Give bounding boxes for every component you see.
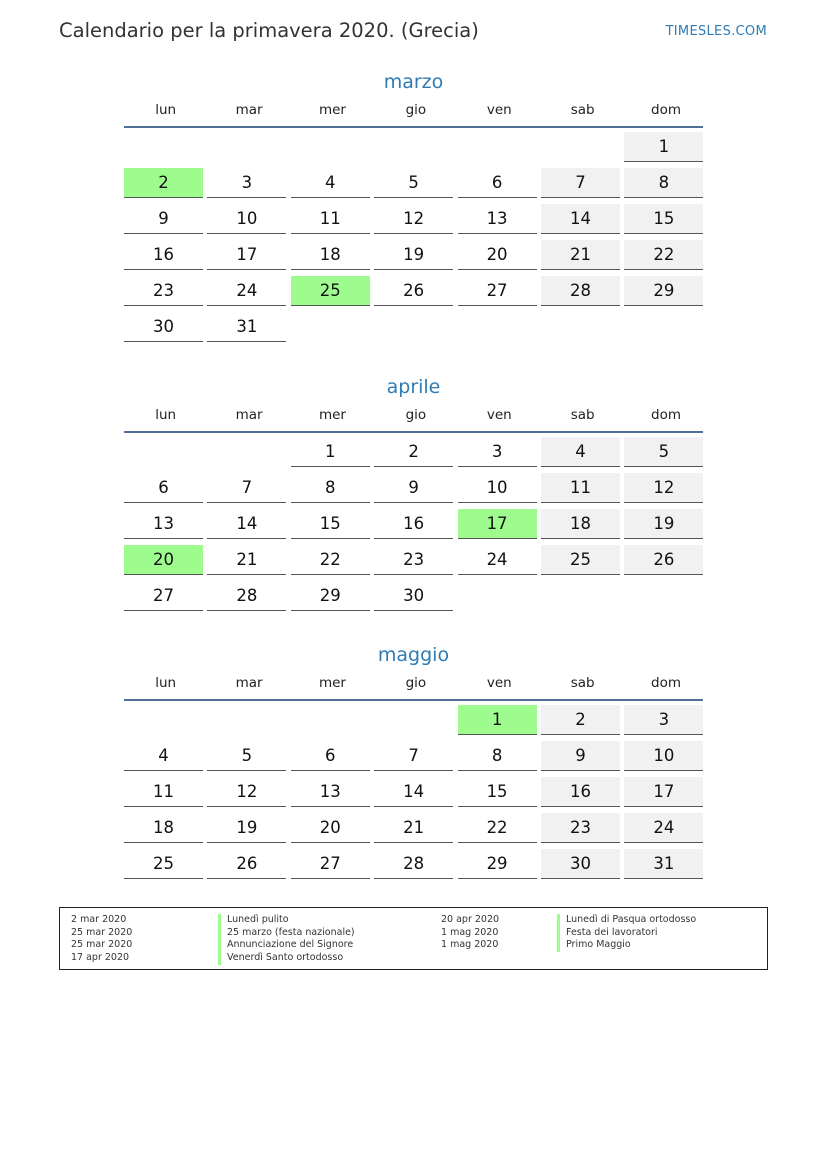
month-marzo	[124, 68, 703, 348]
day-cell: 8	[458, 741, 537, 771]
legend-holiday-name: Festa dei lavoratori	[557, 927, 696, 940]
day-cell: 4	[541, 437, 620, 467]
day-cell: 7	[374, 741, 453, 771]
week-row	[124, 312, 703, 348]
weekday-label: lun	[155, 102, 177, 118]
weekday-header	[124, 671, 703, 695]
day-cell: 5	[624, 437, 703, 467]
header-rule	[124, 126, 703, 128]
day-cell: 14	[541, 204, 620, 234]
day-cell: 7	[207, 473, 286, 503]
weekday-label: dom	[651, 407, 682, 423]
day-cell: 29	[291, 581, 370, 611]
brand-logo[interactable]: TIMESLES.COM	[665, 24, 767, 39]
day-grid	[124, 132, 703, 348]
weekday-label: mer	[318, 407, 346, 423]
weekday-label: lun	[155, 407, 177, 423]
empty-cell	[207, 705, 286, 735]
day-cell: 29	[458, 849, 537, 879]
day-cell: 12	[207, 777, 286, 807]
day-cell: 15	[624, 204, 703, 234]
week-row	[124, 437, 703, 473]
day-cell: 1	[624, 132, 703, 162]
legend-date: 17 apr 2020	[71, 952, 130, 964]
day-cell: 27	[458, 276, 537, 306]
weekday-label: dom	[651, 675, 682, 691]
day-cell: 1	[291, 437, 370, 467]
day-cell: 8	[291, 473, 370, 503]
day-grid	[124, 705, 703, 885]
day-cell: 3	[458, 437, 537, 467]
month-aprile	[124, 373, 703, 617]
day-cell: 20	[291, 813, 370, 843]
legend-names-left	[218, 914, 355, 965]
weekday-label: mer	[318, 675, 346, 691]
month-name: marzo	[383, 71, 444, 93]
day-cell: 12	[624, 473, 703, 503]
day-cell: 18	[291, 240, 370, 270]
empty-cell	[458, 132, 537, 162]
empty-cell	[374, 705, 453, 735]
day-cell: 15	[458, 777, 537, 807]
day-cell: 30	[541, 849, 620, 879]
day-cell: 8	[624, 168, 703, 198]
holiday-day-cell: 20	[124, 545, 203, 575]
weekday-header	[124, 403, 703, 427]
day-cell: 28	[541, 276, 620, 306]
month-name: aprile	[386, 376, 441, 398]
weekday-label: sab	[570, 407, 595, 423]
day-cell: 24	[624, 813, 703, 843]
day-cell: 23	[541, 813, 620, 843]
day-cell: 13	[291, 777, 370, 807]
day-cell: 6	[458, 168, 537, 198]
day-cell: 23	[374, 545, 453, 575]
day-cell: 2	[541, 705, 620, 735]
empty-cell	[374, 132, 453, 162]
weekday-label: lun	[155, 675, 177, 691]
day-cell: 11	[541, 473, 620, 503]
day-cell: 27	[124, 581, 203, 611]
day-cell: 19	[624, 509, 703, 539]
empty-cell	[541, 132, 620, 162]
day-cell: 14	[374, 777, 453, 807]
week-row	[124, 132, 703, 168]
week-row	[124, 581, 703, 617]
day-cell: 29	[624, 276, 703, 306]
day-cell: 18	[541, 509, 620, 539]
legend-dates-left	[71, 914, 132, 965]
day-cell: 18	[124, 813, 203, 843]
header-rule	[124, 431, 703, 433]
holiday-day-cell: 17	[458, 509, 537, 539]
empty-cell	[624, 581, 703, 611]
weekday-label: mar	[235, 407, 263, 423]
weekday-label: ven	[486, 407, 512, 423]
weekday-label: ven	[486, 102, 512, 118]
weekday-label: gio	[405, 407, 427, 423]
day-cell: 4	[124, 741, 203, 771]
month-name: maggio	[377, 644, 450, 666]
day-cell: 10	[458, 473, 537, 503]
holiday-day-cell: 2	[124, 168, 203, 198]
week-row	[124, 509, 703, 545]
day-cell: 11	[291, 204, 370, 234]
day-cell: 3	[624, 705, 703, 735]
day-cell: 13	[458, 204, 537, 234]
day-cell: 12	[374, 204, 453, 234]
day-cell: 14	[207, 509, 286, 539]
holiday-day-cell: 25	[291, 276, 370, 306]
day-cell: 21	[541, 240, 620, 270]
legend-date: 1 mag 2020	[441, 926, 499, 938]
day-cell: 16	[541, 777, 620, 807]
day-cell: 5	[207, 741, 286, 771]
day-cell: 22	[458, 813, 537, 843]
empty-cell	[541, 581, 620, 611]
empty-cell	[124, 132, 203, 162]
empty-cell	[207, 437, 286, 467]
day-cell: 22	[624, 240, 703, 270]
legend-holiday-name: Venerdì Santo ortodosso	[218, 952, 355, 965]
day-cell: 25	[124, 849, 203, 879]
week-row	[124, 777, 703, 813]
day-cell: 13	[124, 509, 203, 539]
empty-cell	[291, 705, 370, 735]
day-cell: 27	[291, 849, 370, 879]
day-cell: 30	[374, 581, 453, 611]
day-cell: 5	[374, 168, 453, 198]
day-cell: 2	[374, 437, 453, 467]
legend-date: 2 mar 2020	[71, 914, 127, 925]
weekday-label: mer	[318, 102, 346, 118]
legend-date: 20 apr 2020	[441, 914, 500, 925]
week-row	[124, 849, 703, 885]
empty-cell	[624, 312, 703, 342]
day-cell: 26	[624, 545, 703, 575]
legend-date: 25 mar 2020	[71, 926, 133, 938]
day-cell: 9	[124, 204, 203, 234]
week-row	[124, 276, 703, 312]
empty-cell	[124, 437, 203, 467]
day-cell: 31	[207, 312, 286, 342]
day-cell: 24	[458, 545, 537, 575]
day-cell: 28	[207, 581, 286, 611]
day-cell: 23	[124, 276, 203, 306]
holiday-legend	[59, 907, 768, 970]
day-cell: 15	[291, 509, 370, 539]
legend-holiday-name: Lunedì pulito	[218, 914, 355, 927]
legend-date: 1 mag 2020	[441, 939, 499, 951]
day-cell: 7	[541, 168, 620, 198]
empty-cell	[458, 312, 537, 342]
empty-cell	[541, 312, 620, 342]
day-cell: 26	[207, 849, 286, 879]
day-grid	[124, 437, 703, 617]
weekday-label: ven	[486, 675, 512, 691]
day-cell: 4	[291, 168, 370, 198]
day-cell: 9	[541, 741, 620, 771]
day-cell: 9	[374, 473, 453, 503]
day-cell: 16	[124, 240, 203, 270]
legend-holiday-name: Lunedì di Pasqua ortodosso	[557, 914, 696, 927]
week-row	[124, 741, 703, 777]
weekday-header	[124, 98, 703, 122]
legend-holiday-name: Primo Maggio	[557, 939, 696, 952]
day-cell: 6	[291, 741, 370, 771]
week-row	[124, 813, 703, 849]
day-cell: 3	[207, 168, 286, 198]
empty-cell	[291, 132, 370, 162]
day-cell: 25	[541, 545, 620, 575]
day-cell: 31	[624, 849, 703, 879]
empty-cell	[124, 705, 203, 735]
legend-date: 25 mar 2020	[71, 939, 133, 951]
day-cell: 6	[124, 473, 203, 503]
header-rule	[124, 699, 703, 701]
week-row	[124, 240, 703, 276]
week-row	[124, 204, 703, 240]
day-cell: 30	[124, 312, 203, 342]
week-row	[124, 545, 703, 581]
empty-cell	[207, 132, 286, 162]
day-cell: 24	[207, 276, 286, 306]
day-cell: 10	[207, 204, 286, 234]
weekday-label: dom	[651, 102, 682, 118]
day-cell: 17	[624, 777, 703, 807]
day-cell: 17	[207, 240, 286, 270]
empty-cell	[458, 581, 537, 611]
legend-holiday-name: Annunciazione del Signore	[218, 939, 355, 952]
week-row	[124, 705, 703, 741]
weekday-label: mar	[235, 102, 263, 118]
month-maggio	[124, 641, 703, 885]
weekday-label: mar	[235, 675, 263, 691]
holiday-day-cell: 1	[458, 705, 537, 735]
day-cell: 20	[458, 240, 537, 270]
weekday-label: sab	[570, 102, 595, 118]
day-cell: 28	[374, 849, 453, 879]
legend-dates-right	[441, 914, 499, 952]
weekday-label: gio	[405, 675, 427, 691]
week-row	[124, 168, 703, 204]
weekday-label: sab	[570, 675, 595, 691]
week-row	[124, 473, 703, 509]
empty-cell	[374, 312, 453, 342]
legend-names-right	[557, 914, 696, 952]
day-cell: 11	[124, 777, 203, 807]
day-cell: 21	[374, 813, 453, 843]
day-cell: 16	[374, 509, 453, 539]
day-cell: 21	[207, 545, 286, 575]
page-title: Calendario per la primavera 2020. (Grecia)	[59, 19, 479, 42]
day-cell: 19	[374, 240, 453, 270]
legend-holiday-name: 25 marzo (festa nazionale)	[218, 927, 355, 940]
day-cell: 26	[374, 276, 453, 306]
day-cell: 10	[624, 741, 703, 771]
empty-cell	[291, 312, 370, 342]
day-cell: 19	[207, 813, 286, 843]
weekday-label: gio	[405, 102, 427, 118]
day-cell: 22	[291, 545, 370, 575]
